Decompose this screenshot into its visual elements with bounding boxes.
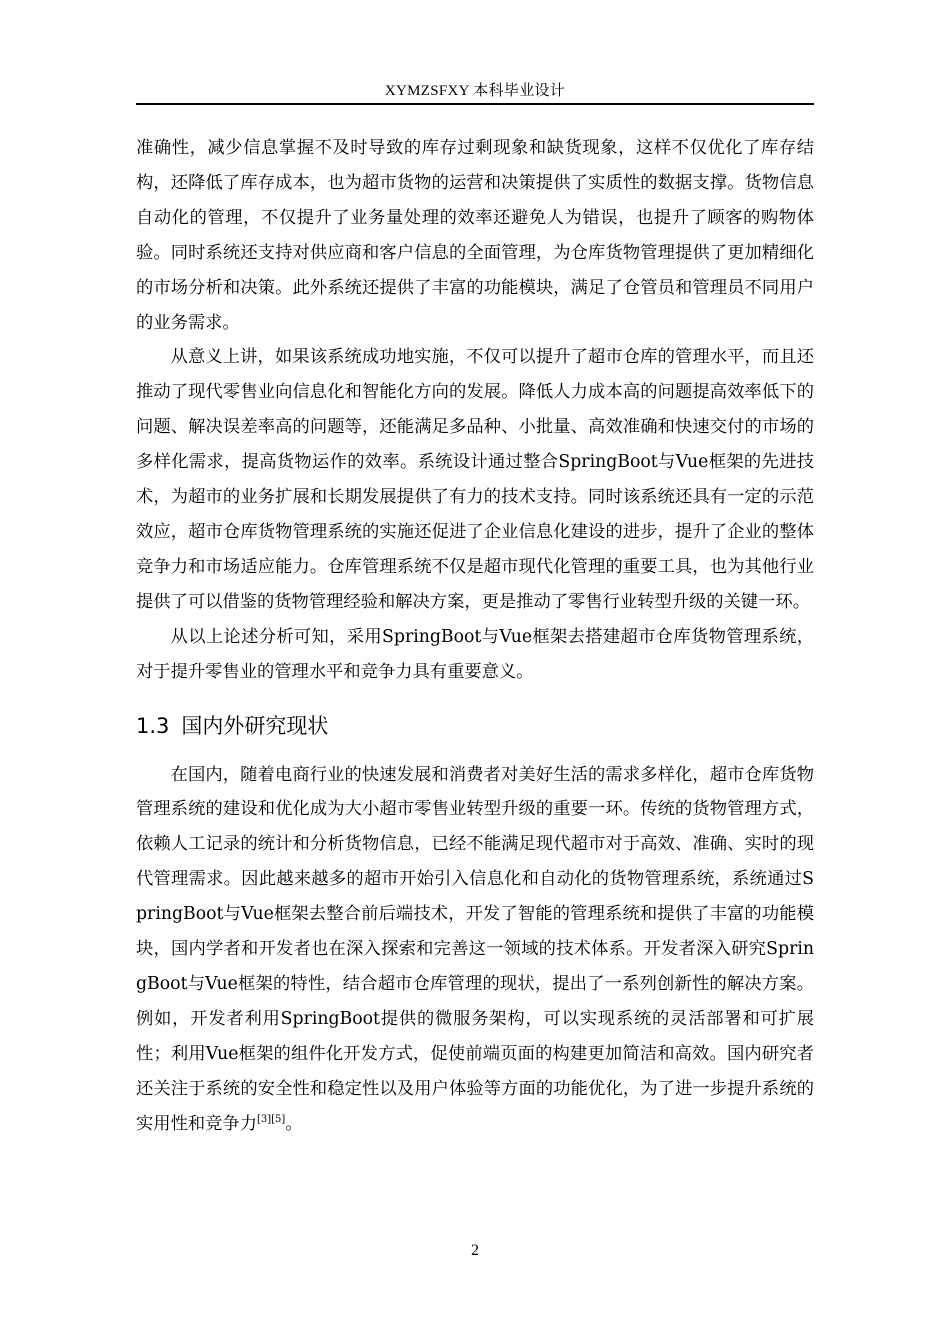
paragraph-conclusion: 从以上论述分析可知，采用SpringBoot与Vue框架去搭建超市仓库货物管理系统，对于提升零售业的管理水平和竞争力具有重要意义。	[136, 626, 814, 682]
paragraph-domestic-research	[136, 758, 814, 1142]
page-body	[136, 131, 814, 1141]
section-title: 国内外研究现状	[181, 713, 329, 738]
section-number: 1.3	[136, 713, 170, 738]
page-number: 2	[471, 1242, 479, 1259]
paragraph-domestic-research-text: 在国内，随着电商行业的快速发展和消费者对美好生活的需求多样化，超市仓库货物管理系统的建设和优化成为大小超市零售业转型升级的重要一环。传统的货物管理方式，依赖人工记录的统计和分析货物信息，已经不能满足现代超市对于高效、准确、实时的现代管理需求。因此越来越多的超市开始引入信息化和自动化的货物管理系统，系统通过SpringBoot与Vue框架去整合前后端技术，开发了智能的管理系统和提供了丰富的功能模块，国内学者和开发者也在深入探索和完善这一领域的技术体系。开发者深入研究SpringBoot与Vue框架的特性，结合超市仓库管理的现状，提出了一系列创新性的解决方案。例如，开发者利用SpringBoot提供的微服务架构，可以实现系统的灵活部署和可扩展性；利用Vue框架的组件化开发方式，促使前端页面的构建更加简洁和高效。国内研究者还关注于系统的安全性和稳定性以及用户体验等方面的功能优化，为了进一步提升系统的实用性和竞争力	[136, 764, 814, 1134]
header-rule	[136, 103, 814, 105]
paragraph-end-punctuation: 。	[285, 1113, 303, 1134]
citation-reference: [3][5]	[256, 1113, 286, 1125]
section-heading	[136, 706, 814, 746]
paragraph-continuation: 准确性，减少信息掌握不及时导致的库存过剩现象和缺货现象，这样不仅优化了库存结构，还降低了库存成本，也为超市货物的运营和决策提供了实质性的数据支撑。货物信息自动化的管理，不仅提升了业务量处理的效率还避免人为错误，也提升了顾客的购物体验。同时系统还支持对供应商和客户信息的全面管理，为仓库货物管理提供了更加精细化的市场分析和决策。此外系统还提供了丰富的功能模块，满足了仓管员和管理员不同用户的业务需求。	[136, 138, 814, 333]
paragraph-significance: 从意义上讲，如果该系统成功地实施，不仅可以提升了超市仓库的管理水平，而且还推动了现代零售业向信息化和智能化方向的发展。降低人力成本高的问题提高效率低下的问题、解决误差率高的问题等，还能满足多品种、小批量、高效准确和快速交付的市场的多样化需求，提高货物运作的效率。系统设计通过整合SpringBoot与Vue框架的先进技术，为超市的业务扩展和长期发展提供了有力的技术支持。同时该系统还具有一定的示范效应，超市仓库货物管理系统的实施还促进了企业信息化建设的进步，提升了企业的整体竞争力和市场适应能力。仓库管理系统不仅是超市现代化管理的重要工具，也为其他行业提供了可以借鉴的货物管理经验和解决方案，更是推动了零售行业转型升级的关键一环。	[136, 347, 814, 612]
running-header: XYMZSFXY 本科毕业设计	[384, 83, 566, 99]
